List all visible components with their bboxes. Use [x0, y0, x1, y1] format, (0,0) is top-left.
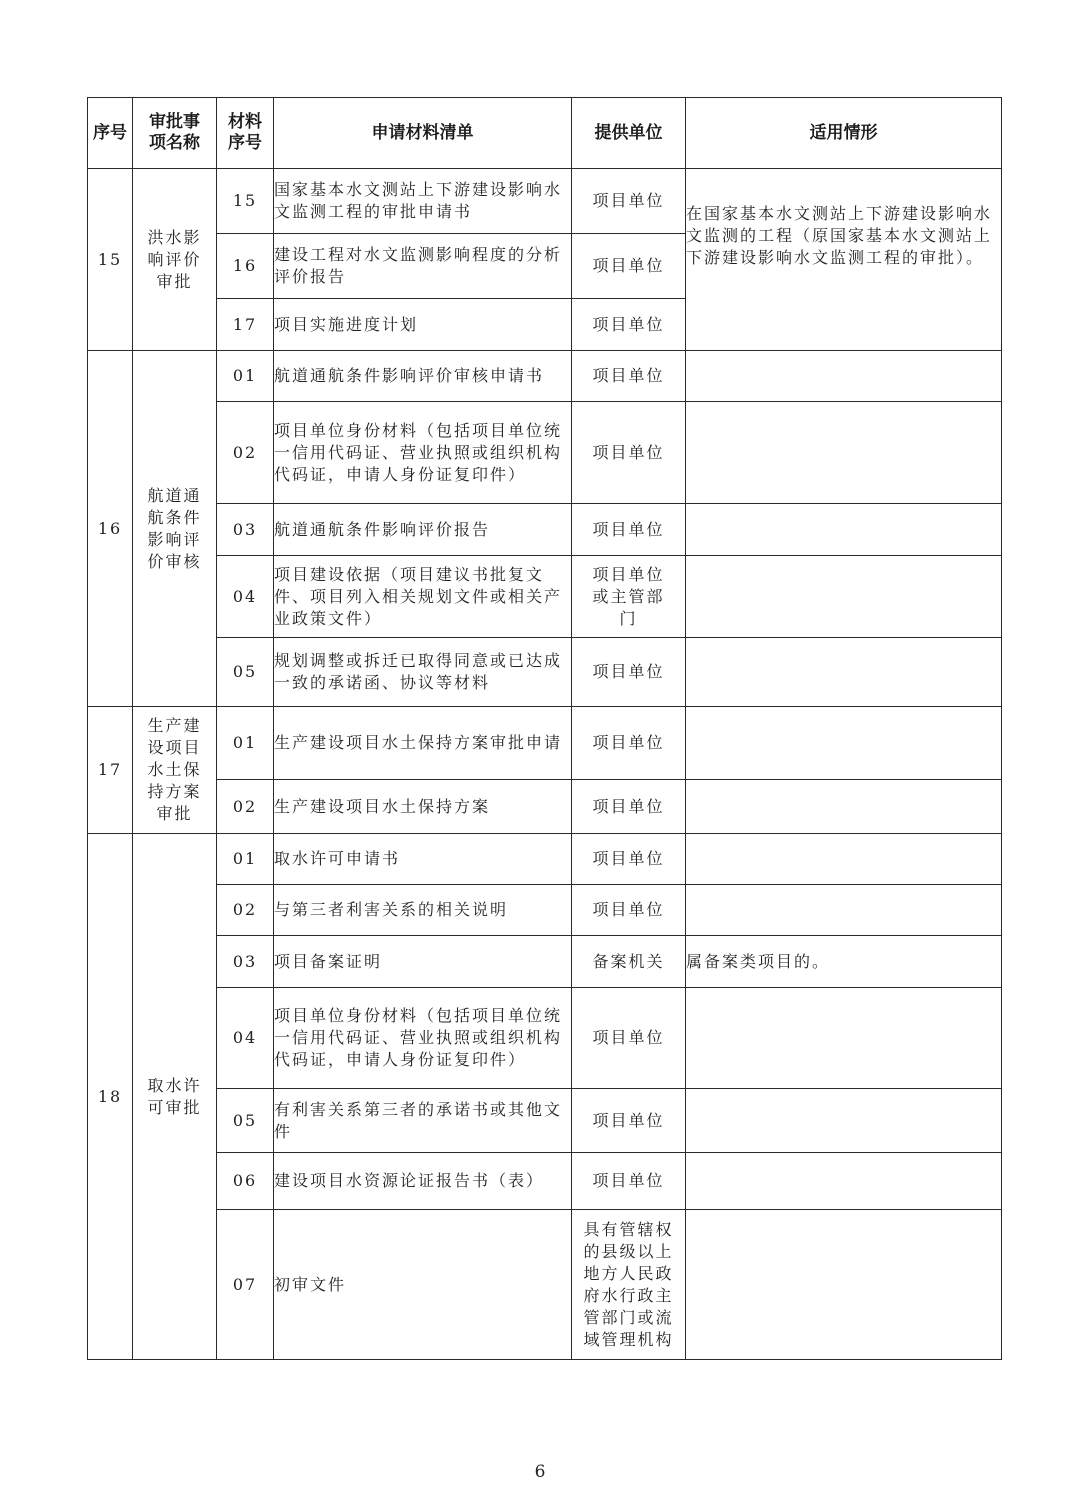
material-text: 有利害关系第三者的承诺书或其他文件	[274, 1089, 572, 1153]
material-no: 05	[217, 638, 274, 707]
material-text: 建设工程对水文监测影响程度的分析评价报告	[274, 234, 572, 299]
table-row	[88, 402, 1002, 504]
material-no: 02	[217, 402, 274, 504]
group-seq: 18	[88, 834, 133, 1360]
header-provider: 提供单位	[572, 98, 686, 169]
material-text: 项目实施进度计划	[274, 299, 572, 351]
material-no: 17	[217, 299, 274, 351]
group-name: 生产建设项目水土保持方案审批	[133, 707, 217, 834]
material-no: 02	[217, 885, 274, 936]
header-seq: 序号	[88, 98, 133, 169]
table-row	[88, 556, 1002, 638]
material-text: 项目备案证明	[274, 936, 572, 988]
material-no: 15	[217, 169, 274, 234]
table-row	[88, 780, 1002, 834]
material-text: 航道通航条件影响评价报告	[274, 504, 572, 556]
provider-text: 项目单位	[572, 1089, 686, 1153]
applicable-text	[686, 834, 1002, 885]
header-material-seq: 材料序号	[217, 98, 274, 169]
material-no: 03	[217, 504, 274, 556]
provider-text: 项目单位	[572, 638, 686, 707]
header-item-name: 审批事项名称	[133, 98, 217, 169]
provider-text: 项目单位	[572, 885, 686, 936]
material-text: 项目单位身份材料（包括项目单位统一信用代码证、营业执照或组织机构代码证，申请人身份证复印件）	[274, 402, 572, 504]
material-no: 06	[217, 1153, 274, 1210]
applicable-text	[686, 885, 1002, 936]
provider-text: 项目单位	[572, 988, 686, 1089]
provider-text: 具有管辖权的县级以上地方人民政府水行政主管部门或流域管理机构	[572, 1210, 686, 1360]
table-row	[88, 638, 1002, 707]
material-text: 建设项目水资源论证报告书（表）	[274, 1153, 572, 1210]
material-text: 航道通航条件影响评价审核申请书	[274, 351, 572, 402]
table-row	[88, 169, 1002, 234]
material-no: 07	[217, 1210, 274, 1360]
material-no: 16	[217, 234, 274, 299]
provider-text: 项目单位或主管部门	[572, 556, 686, 638]
applicable-text: 在国家基本水文测站上下游建设影响水文监测的工程（原国家基本水文测站上下游建设影响水文监测工程的审批）。	[686, 169, 1002, 351]
table-row	[88, 707, 1002, 780]
header-row	[88, 98, 1002, 169]
approval-materials-table	[87, 97, 1002, 1360]
table-row	[88, 988, 1002, 1089]
table-row	[88, 1153, 1002, 1210]
material-text: 生产建设项目水土保持方案审批申请	[274, 707, 572, 780]
material-text: 项目单位身份材料（包括项目单位统一信用代码证、营业执照或组织机构代码证，申请人身份证复印件）	[274, 988, 572, 1089]
material-no: 04	[217, 988, 274, 1089]
group-name: 取水许可审批	[133, 834, 217, 1360]
material-no: 03	[217, 936, 274, 988]
material-no: 04	[217, 556, 274, 638]
provider-text: 项目单位	[572, 351, 686, 402]
provider-text: 项目单位	[572, 780, 686, 834]
applicable-text	[686, 707, 1002, 780]
material-text: 与第三者利害关系的相关说明	[274, 885, 572, 936]
table-row	[88, 1089, 1002, 1153]
provider-text: 项目单位	[572, 402, 686, 504]
material-text: 生产建设项目水土保持方案	[274, 780, 572, 834]
table-row	[88, 885, 1002, 936]
table-row	[88, 936, 1002, 988]
group-seq: 15	[88, 169, 133, 351]
applicable-text	[686, 1153, 1002, 1210]
applicable-text	[686, 1089, 1002, 1153]
applicable-text	[686, 556, 1002, 638]
material-no: 05	[217, 1089, 274, 1153]
material-text: 规划调整或拆迁已取得同意或已达成一致的承诺函、协议等材料	[274, 638, 572, 707]
page-number: 6	[534, 1462, 546, 1482]
material-no: 02	[217, 780, 274, 834]
material-no: 01	[217, 707, 274, 780]
provider-text: 项目单位	[572, 707, 686, 780]
table-row	[88, 351, 1002, 402]
provider-text: 项目单位	[572, 834, 686, 885]
provider-text: 项目单位	[572, 234, 686, 299]
table-row	[88, 504, 1002, 556]
applicable-text: 属备案类项目的。	[686, 936, 1002, 988]
applicable-text	[686, 504, 1002, 556]
provider-text: 项目单位	[572, 299, 686, 351]
applicable-text	[686, 638, 1002, 707]
applicable-text	[686, 1210, 1002, 1360]
provider-text: 项目单位	[572, 169, 686, 234]
material-no: 01	[217, 351, 274, 402]
table-row	[88, 834, 1002, 885]
provider-text: 项目单位	[572, 1153, 686, 1210]
applicable-text	[686, 351, 1002, 402]
group-seq: 17	[88, 707, 133, 834]
applicable-text	[686, 780, 1002, 834]
provider-text: 备案机关	[572, 936, 686, 988]
table-row	[88, 1210, 1002, 1360]
material-no: 01	[217, 834, 274, 885]
group-seq: 16	[88, 351, 133, 707]
provider-text: 项目单位	[572, 504, 686, 556]
header-materials: 申请材料清单	[274, 98, 572, 169]
material-text: 国家基本水文测站上下游建设影响水文监测工程的审批申请书	[274, 169, 572, 234]
applicable-text	[686, 402, 1002, 504]
header-applicable: 适用情形	[686, 98, 1002, 169]
group-name: 航道通航条件影响评价审核	[133, 351, 217, 707]
material-text: 初审文件	[274, 1210, 572, 1360]
applicable-text	[686, 988, 1002, 1089]
group-name: 洪水影响评价审批	[133, 169, 217, 351]
material-text: 项目建设依据（项目建议书批复文件、项目列入相关规划文件或相关产业政策文件）	[274, 556, 572, 638]
material-text: 取水许可申请书	[274, 834, 572, 885]
